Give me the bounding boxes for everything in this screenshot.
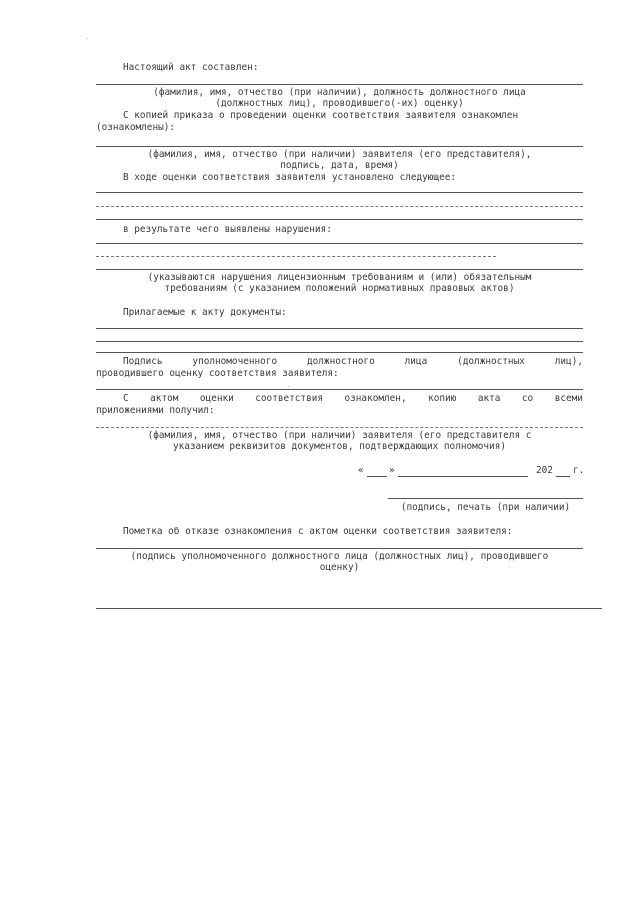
violations-heading: в результате чего выявлены нарушения: — [123, 224, 332, 235]
acknowledgement-top-line — [96, 389, 583, 390]
attachments-heading: Прилагаемые к акту документы: — [123, 307, 287, 318]
acknowledgement-caption-2: указанием реквизитов документов, подтверждающих полномочия) — [172, 441, 506, 452]
order-line-2: (ознакомлены): — [96, 122, 176, 133]
intro-text: Настоящий акт составлен: — [123, 62, 259, 73]
attachments-line-2 — [96, 341, 583, 342]
acknowledgement-signature-line — [96, 427, 583, 428]
official-signature-line — [96, 548, 583, 549]
attachments-line-1 — [96, 328, 583, 329]
ack-word: соответствия — [255, 393, 323, 404]
ack-word: актом — [150, 393, 179, 404]
stamp-caption: (подпись, печать (при наличии) — [400, 502, 571, 513]
signature-word: (должностных — [457, 356, 525, 367]
findings-line-1 — [96, 192, 583, 193]
date-year-blank — [556, 476, 570, 477]
signature-word: лица — [404, 356, 428, 367]
ack-word: оценки — [199, 393, 234, 404]
order-line-1: С копией приказа о проведении оценки соответствия заявителя ознакомлен — [123, 110, 519, 121]
ack-word: С — [123, 393, 129, 404]
violations-caption-2: требованиям (с указанием положений нормативных правовых актов) — [164, 283, 515, 294]
violations-line-3 — [96, 269, 583, 270]
date-close-quote: » — [389, 465, 395, 476]
ack-word: ознакомлен, — [344, 393, 407, 404]
acknowledgement-line-1 — [123, 393, 583, 404]
bottom-rule — [96, 608, 602, 609]
inspector-line — [96, 84, 583, 85]
inspector-caption-2: (должностных лиц), проводившего(-их) оценку) — [215, 98, 464, 109]
applicant-caption-1: (фамилия, имя, отчество (при наличии) заявителя (его представителя), — [147, 149, 532, 160]
findings-line-3 — [96, 219, 583, 220]
findings-line-2 — [96, 206, 583, 207]
ack-word: всеми — [554, 393, 583, 404]
date-suffix: г. — [573, 465, 585, 476]
ack-word: со — [521, 393, 534, 404]
ack-word: копию — [428, 393, 457, 404]
scan-dot — [87, 38, 88, 39]
signature-word: лиц), — [554, 356, 583, 367]
stamp-line — [388, 498, 583, 499]
official-caption-1: (подпись уполномоченного должностного лица (должностных лиц), проводившего — [130, 551, 549, 562]
applicant-caption-2: подпись, дата, время) — [280, 160, 399, 171]
date-open-quote: « — [358, 465, 364, 476]
scan-dot — [288, 386, 289, 387]
signature-line — [96, 352, 583, 353]
date-day-blank — [367, 476, 387, 477]
signature-word: Подпись — [123, 356, 163, 367]
signature-line-2: проводившего оценку соответствия заявителя: — [96, 368, 339, 379]
inspector-caption-1: (фамилия, имя, отчество (при наличии), должность должностного лица — [153, 87, 526, 98]
refusal-heading: Пометка об отказе ознакомления с актом оценки соответствия заявителя: — [123, 526, 513, 537]
signature-word: уполномоченного — [192, 356, 278, 367]
violations-caption-1: (указываются нарушения лицензионным требованиям и (или) обязательным — [147, 272, 532, 283]
official-caption-2: оценку) — [319, 562, 360, 573]
date-year: 202 — [536, 465, 553, 476]
acknowledgement-line-2: приложениями получил: — [96, 405, 215, 416]
date-month-blank — [398, 476, 528, 477]
violations-line-1 — [96, 243, 583, 244]
signature-word: должностного — [307, 356, 375, 367]
findings-heading: В ходе оценки соответствия заявителя установлено следующее: — [123, 172, 457, 183]
ack-word: акта — [477, 393, 501, 404]
violations-line-2 — [96, 256, 496, 257]
applicant-line — [96, 146, 583, 147]
signature-line-1 — [123, 356, 583, 367]
acknowledgement-caption-1: (фамилия, имя, отчество (при наличии) заявителя (его представителя с — [147, 430, 532, 441]
